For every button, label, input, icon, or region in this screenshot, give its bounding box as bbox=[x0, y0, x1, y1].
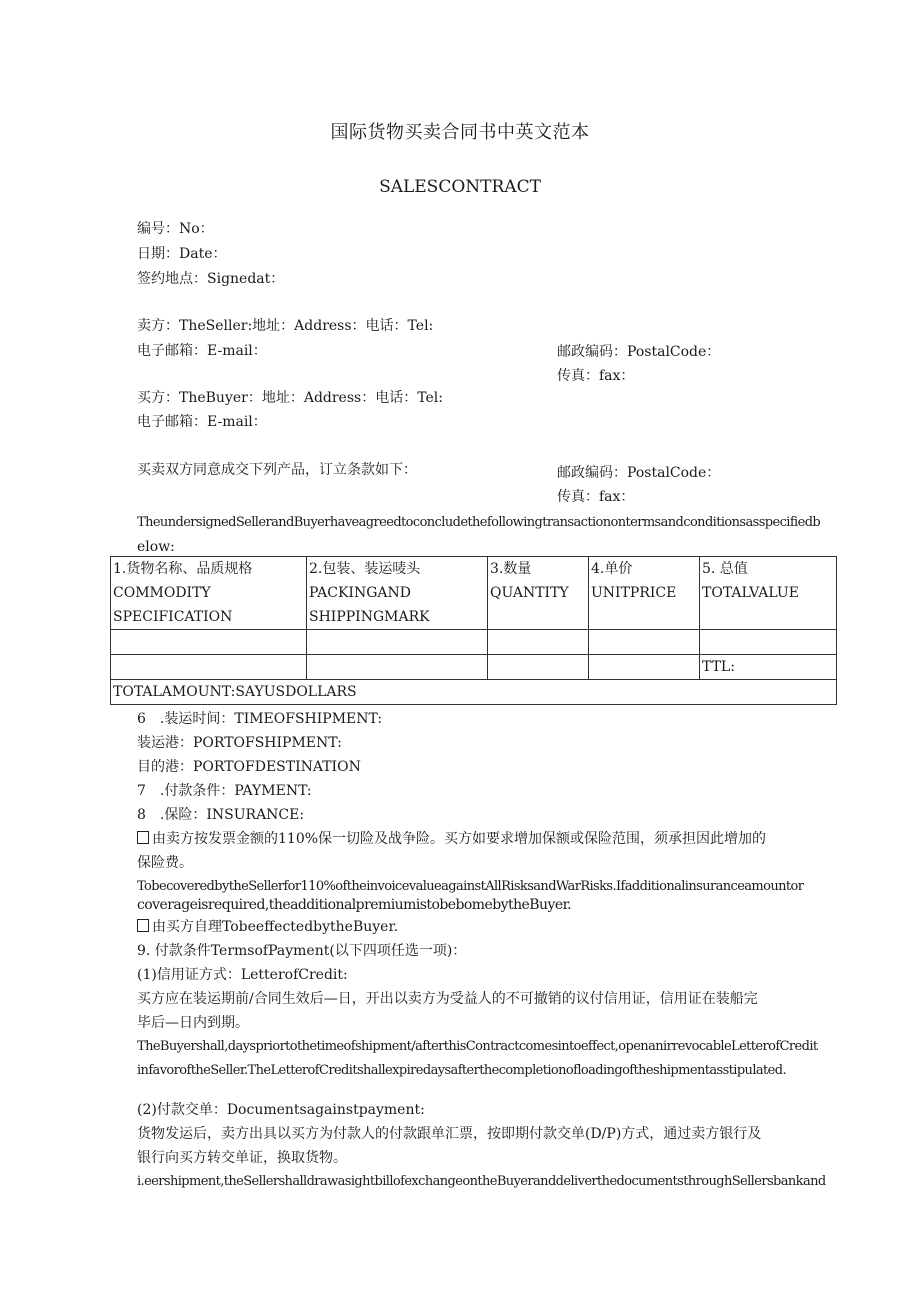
goods-table bbox=[110, 556, 837, 705]
clause-6-port-of-shipment: 装运港：PORTOFSHIPMENT: bbox=[137, 735, 342, 751]
total-amount-row bbox=[111, 680, 837, 705]
total-amount-cell: TOTALAMOUNT:SAYUSDOLLARS bbox=[111, 680, 837, 705]
buyer-email: 电子邮箱：E-mail： bbox=[137, 414, 267, 430]
table-header-row bbox=[111, 557, 837, 630]
insurance-option-1: 由卖方按发票金额的110%保一切险及战争险。买方如要求增加保额或保险范围，须承担因此增加的 bbox=[137, 830, 766, 848]
table-cell bbox=[488, 630, 589, 655]
table-cell bbox=[488, 655, 589, 680]
table-cell bbox=[307, 630, 488, 655]
buyer-postal-code: 邮政编码：PostalCode： bbox=[557, 465, 721, 481]
column-header-unit-price: 4.单价 UNITPRICE bbox=[589, 557, 700, 630]
intro-english-line-1: TheundersignedSellerandBuyerhaveagreedtoconcludethefollowingtransactionontermsandconditionsasspecifiedb bbox=[137, 515, 821, 530]
seller-fax: 传真：fax： bbox=[557, 368, 635, 384]
table-row bbox=[111, 655, 837, 680]
dp-chinese-line-2: 银行向买方转交单证，换取货物。 bbox=[137, 1150, 347, 1166]
document-subtitle: SALESCONTRACT bbox=[379, 177, 541, 197]
seller-postal-code: 邮政编码：PostalCode： bbox=[557, 344, 721, 360]
intro-english-line-2: elow: bbox=[137, 539, 175, 555]
checkbox-icon bbox=[137, 919, 149, 932]
contract-date-label: 日期：Date： bbox=[137, 246, 227, 262]
column-header-quantity: 3.数量 QUANTITY bbox=[488, 557, 589, 630]
insurance-option-1-en-2: coverageisrequired,theadditionalpremiumistobebomebytheBuyer. bbox=[137, 897, 572, 913]
insurance-option-1-cont: 保险费。 bbox=[137, 855, 193, 871]
seller-line: 卖方：TheSeller:地址：Address：电话：Tel: bbox=[137, 318, 434, 334]
ttl-cell: TTL: bbox=[700, 655, 837, 680]
clause-9-terms-of-payment: 9. 付款条件TermsofPayment(以下四项任选一项)： bbox=[137, 943, 467, 959]
column-header-commodity: 1.货物名称、品质规格 COMMODITY SPECIFICATION bbox=[111, 557, 307, 630]
document-title: 国际货物买卖合同书中英文范本 bbox=[330, 122, 590, 143]
clause-6-port-of-destination: 目的港：PORTOFDESTINATION bbox=[137, 759, 361, 775]
table-row bbox=[111, 630, 837, 655]
seller-email: 电子邮箱：E-mail： bbox=[137, 343, 267, 359]
lc-chinese-line-2: 毕后—日内到期。 bbox=[137, 1015, 249, 1031]
table-cell bbox=[700, 630, 837, 655]
checkbox-icon bbox=[137, 831, 149, 844]
payment-letter-of-credit: (1)信用证方式：LetterofCredit: bbox=[137, 967, 348, 983]
dp-chinese-line-1: 货物发运后，卖方出具以买方为付款人的付款跟单汇票，按即期付款交单(D/P)方式，通过卖方银行及 bbox=[137, 1126, 762, 1142]
agreement-statement: 买卖双方同意成交下列产品，订立条款如下： bbox=[137, 462, 417, 478]
table-cell bbox=[589, 630, 700, 655]
column-header-packing: 2.包装、装运唛头 PACKINGAND SHIPPINGMARK bbox=[307, 557, 488, 630]
insurance-option-1-en-1: TobecoveredbytheSellerfor110%oftheinvoicevalueagainstAllRisksandWarRisks.Ifadditionalinsuranceamountor bbox=[137, 879, 804, 894]
dp-english-line-1: i.eershipment,theSellershalldrawasightbillofexchangeontheBuyeranddeliverthedocumentsthroughSellersbankand bbox=[137, 1174, 826, 1189]
column-header-total-value: 5. 总值 TOTALVALUE bbox=[700, 557, 837, 630]
table-cell bbox=[589, 655, 700, 680]
lc-english-line-1: TheBuyershall,dayspriortothetimeofshipment/afterthisContractcomesintoeffect,openanirrevocableLetterofCredit bbox=[137, 1039, 818, 1054]
clause-7-payment: 7 .付款条件：PAYMENT: bbox=[137, 783, 312, 799]
table-cell bbox=[307, 655, 488, 680]
buyer-line: 买方：TheBuyer：地址：Address：电话：Tel: bbox=[137, 390, 443, 406]
buyer-fax: 传真：fax： bbox=[557, 489, 635, 505]
clause-8-insurance: 8 .保险：INSURANCE: bbox=[137, 807, 305, 823]
signed-at-label: 签约地点：Signedat： bbox=[137, 271, 285, 287]
insurance-option-2: 由买方自理TobeeffectedbytheBuyer. bbox=[137, 918, 398, 936]
table-cell bbox=[111, 655, 307, 680]
lc-english-line-2: infavoroftheSeller.TheLetterofCreditshallexpiredaysafterthecompletionofloadingoftheshipmentasstipulated. bbox=[137, 1063, 786, 1078]
clause-6-shipment-time: 6 .装运时间：TIMEOFSHIPMENT: bbox=[137, 711, 383, 727]
contract-number-label: 编号：No： bbox=[137, 221, 214, 237]
table-cell bbox=[111, 630, 307, 655]
lc-chinese-line-1: 买方应在装运期前/合同生效后—日，开出以卖方为受益人的不可撤销的议付信用证，信用证在装船完 bbox=[137, 991, 758, 1007]
payment-documents-against-payment: (2)付款交单：Documentsagainstpayment: bbox=[137, 1102, 425, 1118]
